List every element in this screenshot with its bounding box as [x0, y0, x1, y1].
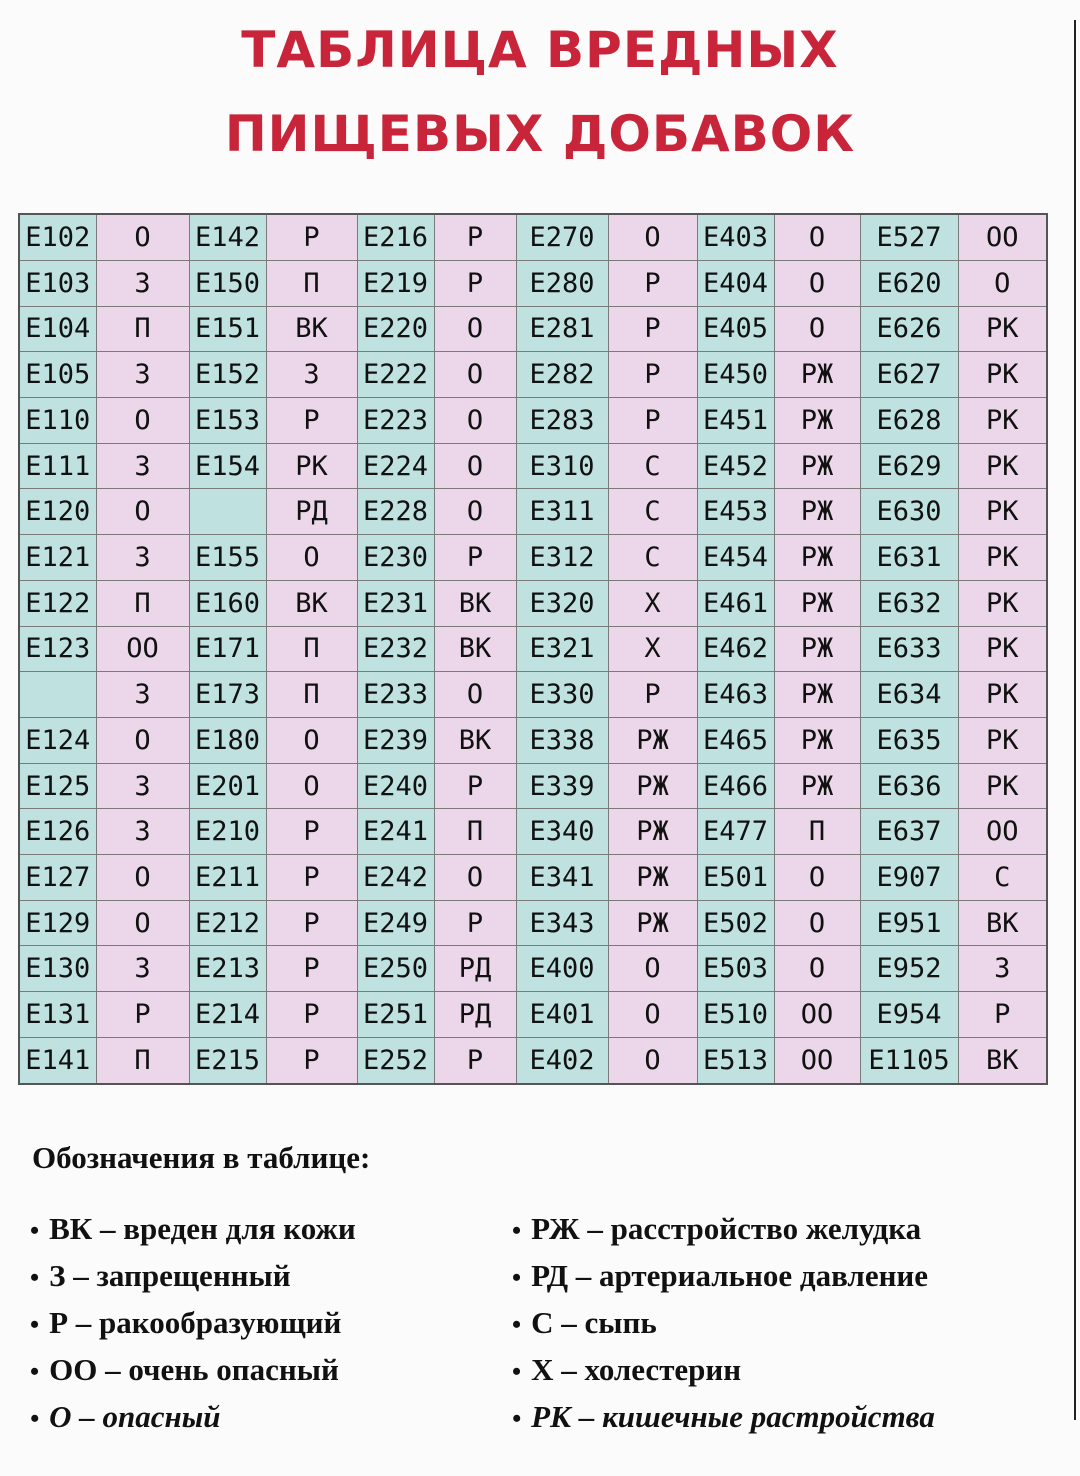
- additive-code-cell: E110: [19, 398, 96, 444]
- legend-item: • З – запрещенный: [30, 1252, 356, 1299]
- hazard-mark-cell: РК: [958, 489, 1047, 535]
- table-row: [19, 398, 1047, 444]
- additive-code-cell: E527: [860, 214, 958, 260]
- additive-code-cell: E151: [189, 306, 266, 352]
- hazard-mark-cell: Р: [608, 260, 697, 306]
- hazard-mark-cell: О: [608, 1037, 697, 1084]
- additive-code-cell: E477: [697, 809, 774, 855]
- hazard-mark-cell: З: [96, 260, 189, 306]
- additive-code-cell: E330: [516, 672, 608, 718]
- hazard-mark-cell: ВК: [958, 1037, 1047, 1084]
- additive-code-cell: E152: [189, 352, 266, 398]
- additive-code-cell: E242: [357, 855, 434, 901]
- hazard-mark-cell: РЖ: [774, 352, 860, 398]
- hazard-mark-cell: З: [96, 535, 189, 581]
- additive-code-cell: E510: [697, 992, 774, 1038]
- hazard-mark-cell: РК: [958, 763, 1047, 809]
- additive-code-cell: E463: [697, 672, 774, 718]
- hazard-mark-cell: РЖ: [608, 900, 697, 946]
- additive-code-cell: E211: [189, 855, 266, 901]
- additive-code-cell: E451: [697, 398, 774, 444]
- hazard-mark-cell: О: [434, 443, 516, 489]
- hazard-mark-cell: П: [96, 306, 189, 352]
- additive-code-cell: E102: [19, 214, 96, 260]
- table-row: [19, 1037, 1047, 1084]
- additives-table: [18, 213, 1048, 1085]
- additive-code-cell: E127: [19, 855, 96, 901]
- additive-code-cell: E513: [697, 1037, 774, 1084]
- additive-code-cell: E339: [516, 763, 608, 809]
- hazard-mark-cell: РК: [958, 580, 1047, 626]
- additive-code-cell: E321: [516, 626, 608, 672]
- hazard-mark-cell: Р: [608, 672, 697, 718]
- legend-right-list: [512, 1205, 935, 1440]
- additive-code-cell: E121: [19, 535, 96, 581]
- legend-item: • ОО – очень опасный: [30, 1346, 356, 1393]
- table-row: [19, 535, 1047, 581]
- hazard-mark-cell: ВК: [434, 626, 516, 672]
- hazard-mark-cell: Х: [608, 626, 697, 672]
- additive-code-cell: E270: [516, 214, 608, 260]
- additive-code-cell: E126: [19, 809, 96, 855]
- additive-code-cell: E338: [516, 717, 608, 763]
- additive-code-cell: E283: [516, 398, 608, 444]
- hazard-mark-cell: РЖ: [774, 535, 860, 581]
- hazard-mark-cell: З: [96, 763, 189, 809]
- additive-code-cell: E232: [357, 626, 434, 672]
- additive-code-cell: E180: [189, 717, 266, 763]
- page-title: [0, 8, 1080, 176]
- hazard-mark-cell: Р: [266, 398, 357, 444]
- table-row: [19, 763, 1047, 809]
- additive-code-cell: E215: [189, 1037, 266, 1084]
- additive-code-cell: E214: [189, 992, 266, 1038]
- additive-code-cell: E401: [516, 992, 608, 1038]
- additive-code-cell: E210: [189, 809, 266, 855]
- additive-code-cell: E241: [357, 809, 434, 855]
- additive-code-cell: E220: [357, 306, 434, 352]
- additive-code-cell: E212: [189, 900, 266, 946]
- additive-code-cell: E120: [19, 489, 96, 535]
- additive-code-cell: E123: [19, 626, 96, 672]
- hazard-mark-cell: Р: [266, 946, 357, 992]
- additive-code-cell: E402: [516, 1037, 608, 1084]
- additive-code-cell: E632: [860, 580, 958, 626]
- hazard-mark-cell: О: [266, 763, 357, 809]
- hazard-mark-cell: П: [96, 580, 189, 626]
- additive-code-cell: E501: [697, 855, 774, 901]
- hazard-mark-cell: З: [96, 946, 189, 992]
- hazard-mark-cell: РК: [958, 717, 1047, 763]
- additive-code-cell: [19, 672, 96, 718]
- hazard-mark-cell: РК: [266, 443, 357, 489]
- hazard-mark-cell: О: [96, 214, 189, 260]
- additive-code-cell: E628: [860, 398, 958, 444]
- additive-code-cell: [189, 489, 266, 535]
- additive-code-cell: E141: [19, 1037, 96, 1084]
- additive-code-cell: E124: [19, 717, 96, 763]
- hazard-mark-cell: РЖ: [774, 443, 860, 489]
- table-row: [19, 946, 1047, 992]
- hazard-mark-cell: О: [774, 260, 860, 306]
- additive-code-cell: E154: [189, 443, 266, 489]
- additive-code-cell: E125: [19, 763, 96, 809]
- additive-code-cell: E343: [516, 900, 608, 946]
- hazard-mark-cell: Р: [96, 992, 189, 1038]
- hazard-mark-cell: П: [774, 809, 860, 855]
- hazard-mark-cell: О: [434, 672, 516, 718]
- hazard-mark-cell: РК: [958, 352, 1047, 398]
- additive-code-cell: E122: [19, 580, 96, 626]
- hazard-mark-cell: РД: [266, 489, 357, 535]
- hazard-mark-cell: С: [608, 489, 697, 535]
- hazard-mark-cell: РЖ: [608, 855, 697, 901]
- hazard-mark-cell: О: [774, 306, 860, 352]
- hazard-mark-cell: О: [608, 946, 697, 992]
- additive-code-cell: E452: [697, 443, 774, 489]
- hazard-mark-cell: ОО: [774, 992, 860, 1038]
- hazard-mark-cell: ВК: [266, 306, 357, 352]
- hazard-mark-cell: О: [774, 946, 860, 992]
- hazard-mark-cell: Р: [434, 1037, 516, 1084]
- additive-code-cell: E201: [189, 763, 266, 809]
- additive-code-cell: E465: [697, 717, 774, 763]
- additive-code-cell: E153: [189, 398, 266, 444]
- hazard-mark-cell: О: [96, 900, 189, 946]
- legend-left-list: [30, 1205, 356, 1440]
- table-row: [19, 352, 1047, 398]
- additive-code-cell: E453: [697, 489, 774, 535]
- hazard-mark-cell: РЖ: [608, 763, 697, 809]
- hazard-mark-cell: РК: [958, 306, 1047, 352]
- table-row: [19, 443, 1047, 489]
- table-row: [19, 672, 1047, 718]
- additive-code-cell: E160: [189, 580, 266, 626]
- table-row: [19, 855, 1047, 901]
- additive-code-cell: E404: [697, 260, 774, 306]
- hazard-mark-cell: Р: [266, 992, 357, 1038]
- title-line-2: ПИЩЕВЫХ ДОБАВОК: [224, 105, 856, 163]
- hazard-mark-cell: Р: [434, 535, 516, 581]
- additive-code-cell: E129: [19, 900, 96, 946]
- hazard-mark-cell: РД: [434, 946, 516, 992]
- table-row: [19, 900, 1047, 946]
- hazard-mark-cell: С: [958, 855, 1047, 901]
- additive-code-cell: E626: [860, 306, 958, 352]
- additive-code-cell: E454: [697, 535, 774, 581]
- hazard-mark-cell: З: [266, 352, 357, 398]
- hazard-mark-cell: РЖ: [774, 717, 860, 763]
- hazard-mark-cell: ВК: [958, 900, 1047, 946]
- hazard-mark-cell: О: [608, 992, 697, 1038]
- additive-code-cell: E252: [357, 1037, 434, 1084]
- hazard-mark-cell: С: [608, 535, 697, 581]
- hazard-mark-cell: ОО: [96, 626, 189, 672]
- additive-code-cell: E1105: [860, 1037, 958, 1084]
- additive-code-cell: E281: [516, 306, 608, 352]
- hazard-mark-cell: Р: [266, 1037, 357, 1084]
- hazard-mark-cell: О: [266, 717, 357, 763]
- hazard-mark-cell: О: [434, 489, 516, 535]
- hazard-mark-cell: З: [96, 443, 189, 489]
- table-row: [19, 992, 1047, 1038]
- hazard-mark-cell: РЖ: [774, 489, 860, 535]
- hazard-mark-cell: Р: [958, 992, 1047, 1038]
- additive-code-cell: E620: [860, 260, 958, 306]
- additive-code-cell: E251: [357, 992, 434, 1038]
- hazard-mark-cell: РЖ: [608, 809, 697, 855]
- table-row: [19, 214, 1047, 260]
- additive-code-cell: E103: [19, 260, 96, 306]
- additive-code-cell: E635: [860, 717, 958, 763]
- hazard-mark-cell: ВК: [434, 717, 516, 763]
- additive-code-cell: E466: [697, 763, 774, 809]
- legend-item: • Р – ракообразующий: [30, 1299, 356, 1346]
- additive-code-cell: E240: [357, 763, 434, 809]
- additive-code-cell: E105: [19, 352, 96, 398]
- hazard-mark-cell: РК: [958, 672, 1047, 718]
- hazard-mark-cell: О: [774, 214, 860, 260]
- additive-code-cell: E230: [357, 535, 434, 581]
- hazard-mark-cell: РЖ: [774, 398, 860, 444]
- additive-code-cell: E216: [357, 214, 434, 260]
- table-row: [19, 260, 1047, 306]
- additive-code-cell: E631: [860, 535, 958, 581]
- hazard-mark-cell: Р: [608, 306, 697, 352]
- additive-code-cell: E954: [860, 992, 958, 1038]
- hazard-mark-cell: РЖ: [608, 717, 697, 763]
- hazard-mark-cell: О: [434, 306, 516, 352]
- additive-code-cell: E249: [357, 900, 434, 946]
- hazard-mark-cell: П: [434, 809, 516, 855]
- additive-code-cell: E111: [19, 443, 96, 489]
- table-row: [19, 626, 1047, 672]
- additive-code-cell: E219: [357, 260, 434, 306]
- additive-code-cell: E405: [697, 306, 774, 352]
- hazard-mark-cell: Р: [266, 900, 357, 946]
- additive-code-cell: E907: [860, 855, 958, 901]
- additive-code-cell: E130: [19, 946, 96, 992]
- additive-code-cell: E627: [860, 352, 958, 398]
- hazard-mark-cell: О: [958, 260, 1047, 306]
- additive-code-cell: E171: [189, 626, 266, 672]
- hazard-mark-cell: Р: [266, 214, 357, 260]
- additive-code-cell: E629: [860, 443, 958, 489]
- hazard-mark-cell: З: [958, 946, 1047, 992]
- hazard-mark-cell: Р: [266, 809, 357, 855]
- hazard-mark-cell: РК: [958, 626, 1047, 672]
- legend-item: • РЖ – расстройство желудка: [512, 1205, 935, 1252]
- hazard-mark-cell: РК: [958, 398, 1047, 444]
- legend-item: • РК – кишечные растройства: [512, 1393, 935, 1440]
- additive-code-cell: E142: [189, 214, 266, 260]
- additive-code-cell: E403: [697, 214, 774, 260]
- hazard-mark-cell: Р: [266, 855, 357, 901]
- additive-code-cell: E282: [516, 352, 608, 398]
- additive-code-cell: E150: [189, 260, 266, 306]
- hazard-mark-cell: П: [266, 672, 357, 718]
- hazard-mark-cell: О: [96, 717, 189, 763]
- hazard-mark-cell: ВК: [434, 580, 516, 626]
- additive-code-cell: E228: [357, 489, 434, 535]
- additive-code-cell: E340: [516, 809, 608, 855]
- hazard-mark-cell: РК: [958, 535, 1047, 581]
- additive-code-cell: E155: [189, 535, 266, 581]
- hazard-mark-cell: О: [434, 855, 516, 901]
- additive-code-cell: E222: [357, 352, 434, 398]
- additive-code-cell: E131: [19, 992, 96, 1038]
- hazard-mark-cell: З: [96, 809, 189, 855]
- hazard-mark-cell: З: [96, 352, 189, 398]
- table-row: [19, 489, 1047, 535]
- additive-code-cell: E450: [697, 352, 774, 398]
- legend-item: • ВК – вреден для кожи: [30, 1205, 356, 1252]
- hazard-mark-cell: ВК: [266, 580, 357, 626]
- hazard-mark-cell: О: [266, 535, 357, 581]
- additive-code-cell: E633: [860, 626, 958, 672]
- legend-item: • О – опасный: [30, 1393, 356, 1440]
- additive-code-cell: E104: [19, 306, 96, 352]
- hazard-mark-cell: О: [96, 398, 189, 444]
- table-row: [19, 306, 1047, 352]
- additive-code-cell: E320: [516, 580, 608, 626]
- additive-code-cell: E250: [357, 946, 434, 992]
- additive-code-cell: E224: [357, 443, 434, 489]
- legend-heading: Обозначения в таблице:: [32, 1140, 371, 1175]
- hazard-mark-cell: О: [96, 855, 189, 901]
- hazard-mark-cell: РЖ: [774, 672, 860, 718]
- additive-code-cell: E630: [860, 489, 958, 535]
- additive-code-cell: E312: [516, 535, 608, 581]
- additive-code-cell: E223: [357, 398, 434, 444]
- hazard-mark-cell: О: [608, 214, 697, 260]
- hazard-mark-cell: ОО: [958, 214, 1047, 260]
- title-line-1: ТАБЛИЦА ВРЕДНЫХ: [241, 21, 839, 79]
- additive-code-cell: E400: [516, 946, 608, 992]
- hazard-mark-cell: О: [774, 855, 860, 901]
- hazard-mark-cell: С: [608, 443, 697, 489]
- hazard-mark-cell: О: [774, 900, 860, 946]
- hazard-mark-cell: РЖ: [774, 763, 860, 809]
- hazard-mark-cell: О: [434, 398, 516, 444]
- additive-code-cell: E634: [860, 672, 958, 718]
- additive-code-cell: E952: [860, 946, 958, 992]
- hazard-mark-cell: О: [434, 352, 516, 398]
- hazard-mark-cell: П: [96, 1037, 189, 1084]
- table-row: [19, 717, 1047, 763]
- hazard-mark-cell: РЖ: [774, 580, 860, 626]
- hazard-mark-cell: ОО: [774, 1037, 860, 1084]
- table-body: [19, 214, 1047, 1084]
- additive-code-cell: E311: [516, 489, 608, 535]
- hazard-mark-cell: РК: [958, 443, 1047, 489]
- additive-code-cell: E461: [697, 580, 774, 626]
- additive-code-cell: E636: [860, 763, 958, 809]
- hazard-mark-cell: Р: [434, 260, 516, 306]
- hazard-mark-cell: РД: [434, 992, 516, 1038]
- additive-code-cell: E231: [357, 580, 434, 626]
- hazard-mark-cell: РЖ: [774, 626, 860, 672]
- additive-code-cell: E310: [516, 443, 608, 489]
- additive-code-cell: E233: [357, 672, 434, 718]
- hazard-mark-cell: Р: [608, 352, 697, 398]
- hazard-mark-cell: П: [266, 626, 357, 672]
- additive-code-cell: E213: [189, 946, 266, 992]
- table-row: [19, 580, 1047, 626]
- additive-code-cell: E280: [516, 260, 608, 306]
- additive-code-cell: E462: [697, 626, 774, 672]
- legend-item: • С – сыпь: [512, 1299, 935, 1346]
- legend-item: • РД – артериальное давление: [512, 1252, 935, 1299]
- additive-code-cell: E637: [860, 809, 958, 855]
- hazard-mark-cell: З: [96, 672, 189, 718]
- hazard-mark-cell: Р: [434, 763, 516, 809]
- hazard-mark-cell: Р: [434, 214, 516, 260]
- additive-code-cell: E951: [860, 900, 958, 946]
- hazard-mark-cell: П: [266, 260, 357, 306]
- legend-item: • Х – холестерин: [512, 1346, 935, 1393]
- page-edge-divider: [1074, 20, 1076, 1420]
- additive-code-cell: E502: [697, 900, 774, 946]
- hazard-mark-cell: ОО: [958, 809, 1047, 855]
- hazard-mark-cell: О: [96, 489, 189, 535]
- additive-code-cell: E173: [189, 672, 266, 718]
- additive-code-cell: E239: [357, 717, 434, 763]
- table-row: [19, 809, 1047, 855]
- additive-code-cell: E341: [516, 855, 608, 901]
- hazard-mark-cell: Р: [608, 398, 697, 444]
- hazard-mark-cell: Р: [434, 900, 516, 946]
- additive-code-cell: E503: [697, 946, 774, 992]
- hazard-mark-cell: Х: [608, 580, 697, 626]
